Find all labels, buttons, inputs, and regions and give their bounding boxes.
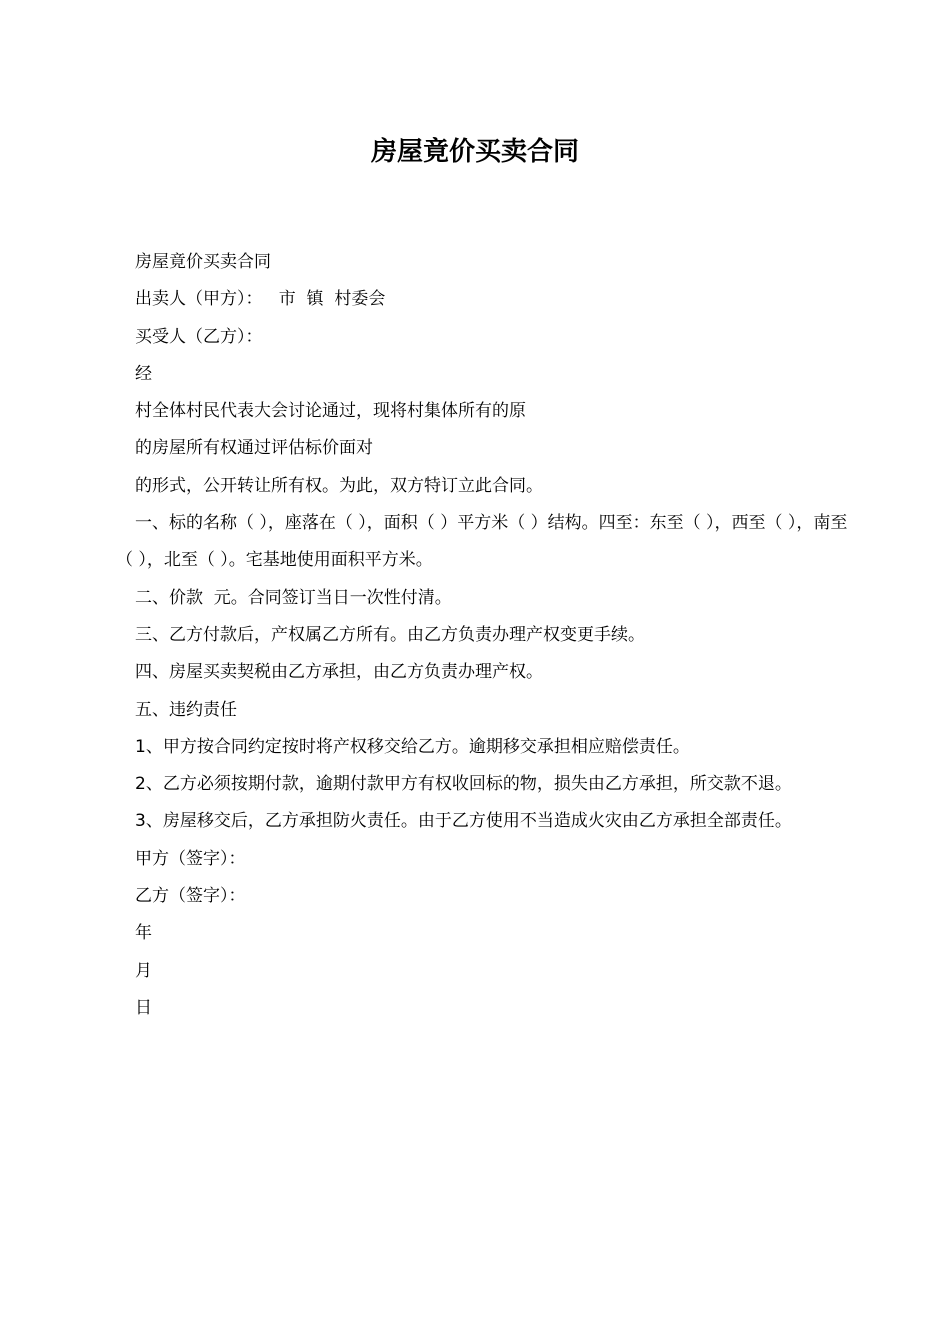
party-b-signature: 乙方（签字）： <box>135 886 246 907</box>
contract-heading-line: 房屋竟价买卖合同 <box>135 252 271 272</box>
clause-2-price: 二、价款 元。合同签订当日一次性付清。 <box>135 587 452 608</box>
date-day: 日 <box>135 997 152 1018</box>
liability-item-2: 2、乙方必须按期付款，逾期付款甲方有权收回标的物，损失由乙方承担，所交款不退。 <box>135 774 792 795</box>
clause-5-liability: 五、违约责任 <box>135 699 237 720</box>
document-title: 房屋竟价买卖合同 <box>370 137 579 167</box>
intro-line-2: 村全体村民代表大会讨论通过，现将村集体所有的原 <box>135 401 526 422</box>
seller-line: 出卖人（甲方）： 市 镇 村委会 <box>135 289 386 310</box>
contract-body <box>116 244 850 1027</box>
intro-line-3: 的房屋所有权通过评估标价面对 <box>135 438 373 459</box>
party-a-signature: 甲方（签字）： <box>135 848 246 869</box>
clause-4-tax: 四、房屋买卖契税由乙方承担，由乙方负责办理产权。 <box>135 662 543 683</box>
date-year: 年 <box>135 923 152 944</box>
liability-item-1: 1、甲方按合同约定按时将产权移交给乙方。逾期移交承担相应赔偿责任。 <box>135 736 690 757</box>
buyer-line: 买受人（乙方）： <box>135 326 263 347</box>
intro-line-4: 的形式，公开转让所有权。为此，双方特订立此合同。 <box>135 475 543 496</box>
liability-item-3: 3、房屋移交后，乙方承担防火责任。由于乙方使用不当造成火灾由乙方承担全部责任。 <box>135 811 792 832</box>
clause-3-ownership: 三、乙方付款后，产权属乙方所有。由乙方负责办理产权变更手续。 <box>135 624 645 645</box>
date-month: 月 <box>135 960 152 981</box>
intro-line-1: 经 <box>135 363 152 384</box>
clause-1-subject: 一、标的名称（ ），座落在（ ），面积（ ）平方米（ ）结构。四至：东至（ ），西至（ ），南至（ ），北至（ ）。宅基地使用面积平方米。 <box>116 513 848 571</box>
